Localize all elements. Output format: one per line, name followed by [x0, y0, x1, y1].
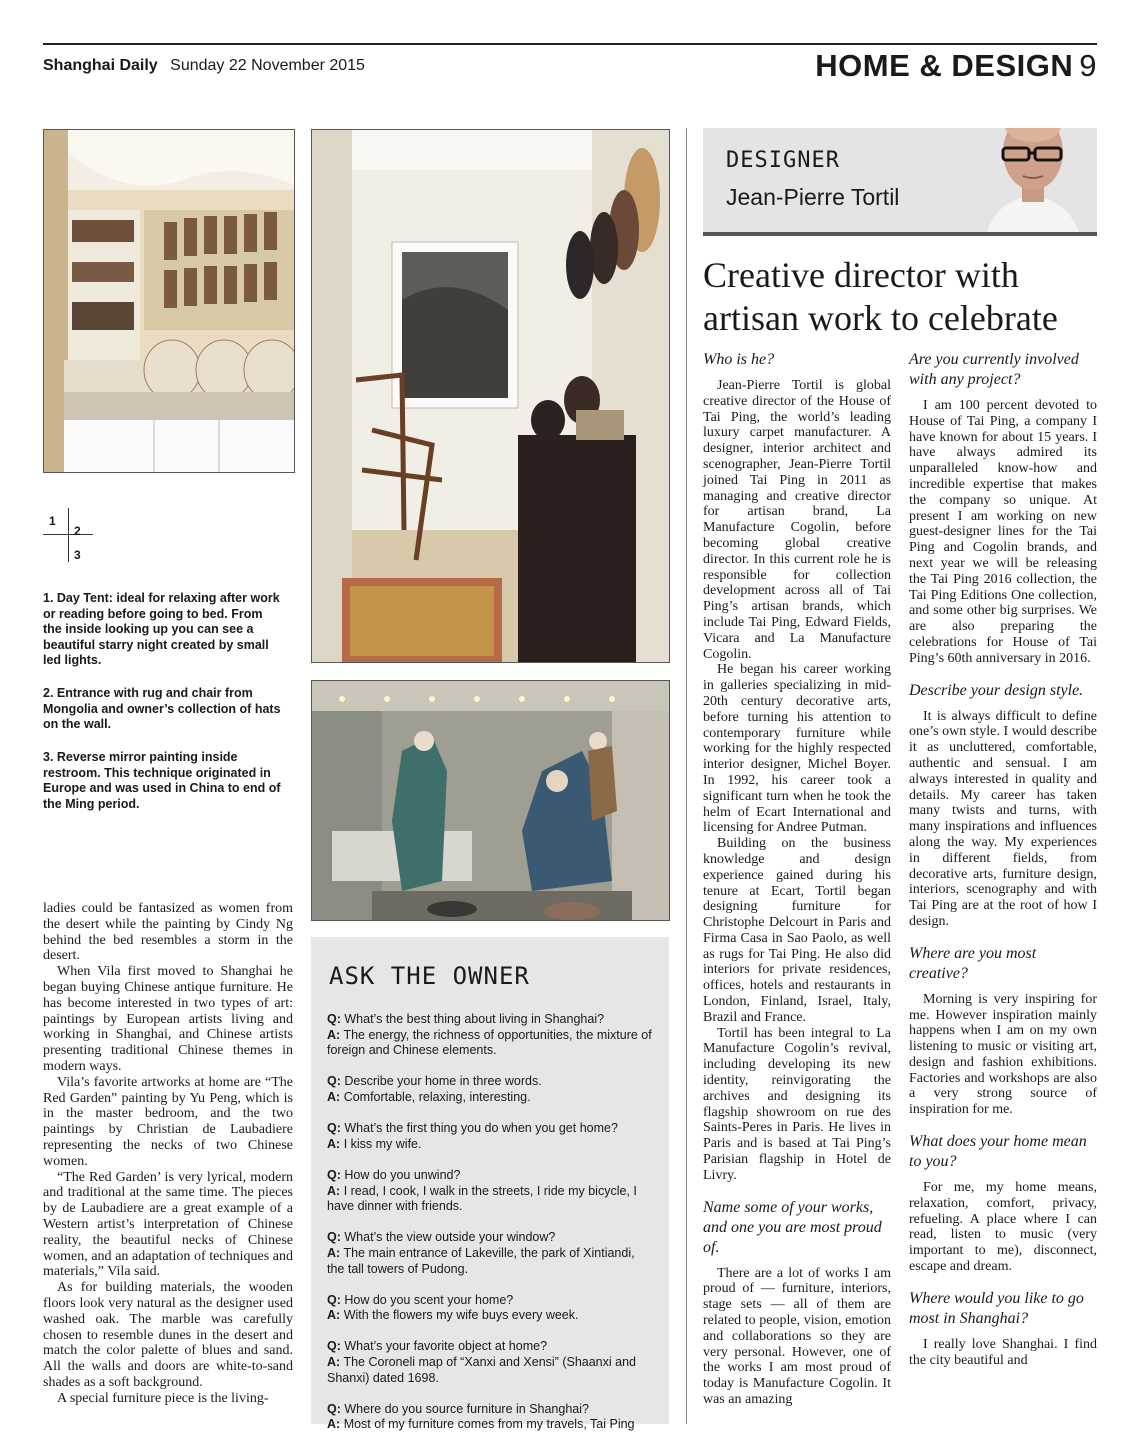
- column-divider: [686, 128, 687, 1424]
- section-name: HOME & DESIGN: [815, 48, 1074, 83]
- qa-item: [327, 1074, 655, 1105]
- qa-item: [327, 1168, 655, 1215]
- a-prefix: A:: [327, 1027, 341, 1042]
- q-prefix: Q:: [327, 1074, 341, 1089]
- a-prefix: A:: [327, 1417, 341, 1432]
- interview-paragraph: There are a lot of works I am proud of — furniture, interiors, stage sets — all of them are related to people, vision, emotion and collaborations so they are very personal. However, one of the works I am most proud of today is Manufacture Cogolin. It was an amazing: [703, 1265, 891, 1408]
- qa-item: [327, 1230, 655, 1277]
- qa-item: [327, 1402, 655, 1433]
- left-paragraph: ladies could be fantasized as women from the desert while the painting by Cindy Ng behind the bed resembles a storm in the desert.: [43, 901, 293, 964]
- answer-text: The energy, the richness of opportunities, the mixture of foreign and Chinese elements.: [327, 1027, 652, 1058]
- interview-question: Who is he?: [703, 351, 775, 368]
- designer-box: [703, 128, 1097, 232]
- interview-question: Describe your design style.: [909, 681, 1084, 699]
- qa-item: [327, 1339, 655, 1386]
- interview-paragraph: It is always difficult to define one’s own style. I would describe it as uncluttered, comfortable, authentic and sensual. I am always interested in quality and details. My career has taken many twists and turns, with many inspirations and influences along the way. My experiences in different fields, from decorative arts, furniture design, interiors, scenography and with Tai Ping are at the root of how I design.: [909, 708, 1097, 929]
- a-prefix: A:: [327, 1183, 341, 1198]
- answer-text: Most of my furniture comes from my travels, Tai Ping: [343, 1417, 635, 1432]
- interview-paragraph: I really love Shanghai. I find the city beautiful and: [909, 1336, 1097, 1368]
- answer-text: I kiss my wife.: [343, 1136, 422, 1151]
- interview-question: Name some of your works, and one you are most proud of.: [703, 1198, 882, 1256]
- interview-paragraph: For me, my home means, relaxation, comfort, privacy, refueling. A place where I can read, listen to music (very important to me), disconnect, escape and dream.: [909, 1180, 1097, 1275]
- answer-text: The main entrance of Lakeville, the park of Xintiandi, the tall towers of Pudong.: [327, 1245, 635, 1276]
- left-paragraph: “The Red Garden’ is very lyrical, modern and traditional at the same time. The pieces by de Laubadiere are a great example of a Western artist’s interpretation of Chinese reality, the beautiful necks of Chinese women, and an adaptation of techniques and materials,” Vila said.: [43, 1169, 293, 1280]
- figure-key: [43, 508, 93, 562]
- q-prefix: Q:: [327, 1121, 341, 1136]
- ask-the-owner-title: ASK THE OWNER: [329, 962, 530, 990]
- interview-question: Are you currently involved with any project?: [909, 351, 1079, 388]
- designer-name: Jean-Pierre Tortil: [726, 184, 900, 210]
- caption-3: 3. Reverse mirror painting inside restroom. This technique originated in Europe and was used in China to end of the Ming period.: [43, 750, 281, 811]
- caption-1: 1. Day Tent: ideal for relaxing after work or reading before going to bed. From the inside looking up you can see a beautiful starry night created by small led lights.: [43, 591, 280, 667]
- answer-text: The Coroneli map of “Xanxi and Xensi” (Shaanxi and Shanxi) dated 1698.: [327, 1355, 636, 1385]
- ask-the-owner-list: [327, 1012, 655, 1449]
- left-article-column: [43, 901, 293, 1407]
- left-paragraph: Vila’s favorite artworks at home are “The Red Garden” painting by Yu Peng, which is in the master bedroom, and the two paintings by Christian de Laubadiere representing the necks of two Chinese women.: [43, 1074, 293, 1169]
- q-prefix: Q:: [327, 1012, 341, 1026]
- question-text: How do you unwind?: [344, 1167, 461, 1182]
- q-prefix: Q:: [327, 1292, 341, 1307]
- answer-text: I read, I cook, I walk in the streets, I ride my bicycle, I have dinner with friends.: [327, 1183, 637, 1214]
- qa-item: [327, 1012, 655, 1059]
- interview-column-middle: [703, 350, 891, 1408]
- question-text: Where do you source furniture in Shanghai?: [344, 1401, 589, 1416]
- question-text: What’s the view outside your window?: [344, 1230, 556, 1245]
- interview-paragraph: Tortil has been integral to La Manufacture Cogolin’s revival, including developing its new identity, reinvigorating the archives and designing its flagship showroom on rue des Saints-Peres in Paris. He lives in Paris and is based at Tai Ping’s Parisian flagship in Hotel de Livry.: [703, 1025, 891, 1183]
- left-paragraph: As for building materials, the wooden floors look very natural as the designer used washed oak. The marble was carefully chosen to resemble dunes in the desert and match the color palette of blues and sand. All the walls and doors are white-to-sand shades as a soft background.: [43, 1280, 293, 1390]
- caption-2: 2. Entrance with rug and chair from Mongolia and owner’s collection of hats on the wall.: [43, 686, 281, 731]
- interview-paragraph: I am 100 percent devoted to House of Tai Ping, a company I have known for about 15 years. I have always admired its unparalleled know-how and incredible expertise that makes the company so unique. At present I am working on new guest-designer lines for the Tai Ping and Cogolin brands, and next year we will be releasing the Tai Ping 2016 collection, the Tai Ping Editions One collection, and some other big surprises. We are also preparing the celebrations for House of Tai Ping’s 60th anniversary in 2016.: [909, 398, 1097, 666]
- interview-column-right: [909, 350, 1097, 1368]
- question-text: How do you scent your home?: [344, 1292, 514, 1307]
- key-number-2: 2: [74, 524, 81, 538]
- interview-paragraph: Jean-Pierre Tortil is global creative director of the House of Tai Ping, the world’s leading luxury carpet manufacturer. A designer, interior architect and scenographer, Jean-Pierre Tortil joined Tai Ping in 2011 as managing and creative director for artisan brand, La Manufacture Cogolin, before becoming global creative director. In this current role he is responsible for collection development across all of Tai Ping’s artisan brands, which include Tai Ping, Edward Fields, Vicara and La Manufacture Cogolin.: [703, 378, 891, 662]
- answer-text: Comfortable, relaxing, interesting.: [343, 1089, 531, 1104]
- a-prefix: A:: [327, 1136, 341, 1151]
- q-prefix: Q:: [327, 1339, 341, 1354]
- key-number-3: 3: [74, 548, 81, 562]
- q-prefix: Q:: [327, 1230, 341, 1245]
- question-text: What’s the first thing you do when you get home?: [344, 1121, 618, 1136]
- answer-text: With the flowers my wife buys every week.: [343, 1308, 579, 1323]
- left-paragraph: When Vila first moved to Shanghai he began buying Chinese antique furniture. He has become interested in two types of art: paintings by European artists living and working in Shanghai, and Chinese artists presenting traditional Chinese themes in modern ways.: [43, 964, 293, 1074]
- left-paragraph: A special furniture piece is the living-: [57, 1390, 269, 1406]
- section-title: [815, 48, 1097, 84]
- page-number: 9: [1079, 48, 1097, 83]
- question-text: What’s the best thing about living in Shanghai?: [344, 1012, 605, 1026]
- interview-question: Where would you like to go most in Shanghai?: [909, 1289, 1084, 1327]
- question-text: Describe your home in three words.: [344, 1074, 542, 1089]
- question-text: What’s your favorite object at home?: [344, 1339, 548, 1354]
- qa-item: [327, 1293, 655, 1324]
- designer-label: DESIGNER: [726, 148, 840, 173]
- interview-paragraph: He began his career working in galleries specializing in mid-20th century decorative arts, before turning his attention to contemporary furniture while working for the highly respected interior designer, Michel Boyer. In 1992, his career took a significant turn when he took the helm of Ecart International and licensing for Andree Putman.: [703, 662, 891, 836]
- interview-question: What does your home mean to you?: [909, 1133, 1087, 1171]
- a-prefix: A:: [327, 1355, 341, 1370]
- entrance-photo: [311, 129, 670, 663]
- a-prefix: A:: [327, 1308, 341, 1323]
- qa-item: [327, 1121, 655, 1152]
- issue-date: Sunday 22 November 2015: [170, 57, 365, 74]
- masthead: [43, 57, 365, 75]
- q-prefix: Q:: [327, 1401, 341, 1416]
- paper-name: Shanghai Daily: [43, 57, 158, 74]
- interview-paragraph: Building on the business knowledge and design experience gained during his tenure at Ecart, Tortil began designing furniture for Christophe Delcourt in Paris and Firma Casa in Sao Paolo, as well as rugs for Tai Ping. He also did interiors for private residences, offices, hotels and restaurants in London, Finland, Israel, Italy, Brazil and France.: [703, 836, 891, 1025]
- mirror-painting-photo: [311, 680, 670, 921]
- a-prefix: A:: [327, 1245, 341, 1260]
- key-vertical-line: [68, 508, 69, 562]
- a-prefix: A:: [327, 1089, 341, 1104]
- interview-question: Where are you most creative?: [909, 944, 1037, 982]
- day-tent-photo: [43, 129, 295, 473]
- top-rule: [43, 43, 1097, 45]
- portrait-photo: [967, 128, 1097, 232]
- interview-paragraph: Morning is very inspiring for me. However inspiration mainly happens when I am on my own listening to music or visiting art, design and fashion exhibitions. Factories and workshops are also a very strong source of inspiration for me.: [909, 991, 1097, 1118]
- q-prefix: Q:: [327, 1167, 341, 1182]
- designer-box-underline: [703, 232, 1097, 236]
- headline: Creative director with artisan work to celebrate: [703, 255, 1058, 338]
- key-number-1: 1: [49, 514, 56, 528]
